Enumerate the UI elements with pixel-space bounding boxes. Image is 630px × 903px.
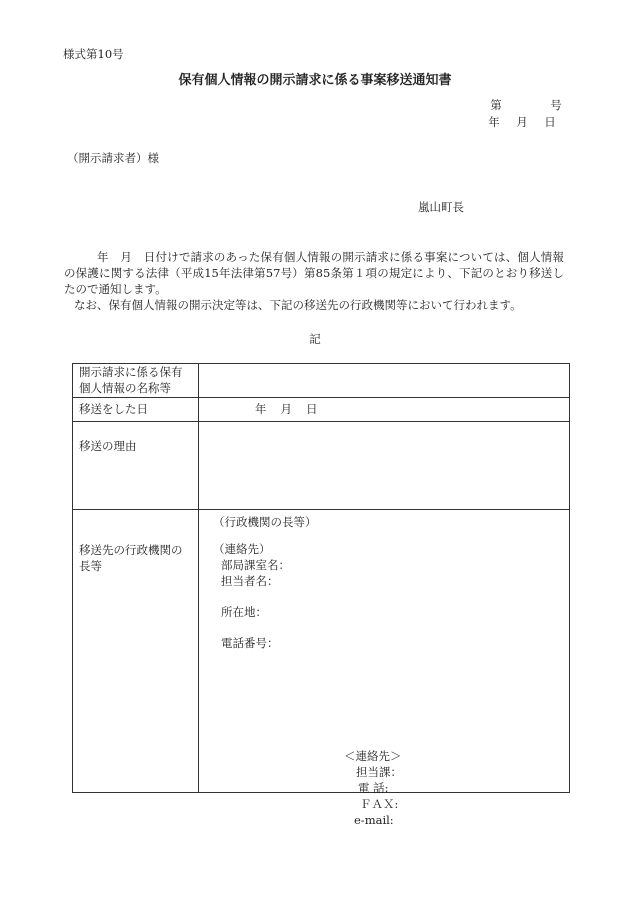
info-name-label: 開示請求に係る保有個人情報の名称等 — [73, 364, 199, 398]
destination-head: （行政機関の長等） — [213, 515, 317, 529]
document-date-year: 年 — [488, 115, 500, 129]
table-row — [73, 398, 570, 422]
contact-email: e-mail: — [354, 813, 394, 827]
destination-person-field: 担当者名： — [221, 574, 279, 588]
document-title: 保有個人情報の開示請求に係る事案移送通知書 — [178, 73, 452, 88]
contact-phone: 電 話: — [358, 781, 389, 795]
form-number: 様式第10号 — [63, 47, 124, 61]
recipient: （開示請求者）様 — [67, 151, 159, 165]
document-date — [486, 117, 558, 129]
destination-dept-field: 部局課室名： — [221, 558, 290, 572]
contact-title: ＜連絡先＞ — [344, 749, 402, 763]
notice-body — [64, 249, 564, 313]
transfer-date-month: 月 — [280, 402, 292, 416]
info-name-value — [199, 364, 570, 398]
transfer-date-value — [199, 398, 570, 422]
notice-paragraph-1: 年 月 日付けで請求のあった保有個人情報の開示請求に係る事案については、個人情報の保護に関する法律（平成15年法律第57号）第85条第１項の規定により、下記のとおり移送したので通知します。 — [64, 250, 564, 296]
document-number-suffix: 号 — [550, 98, 562, 112]
transfer-details-table — [72, 363, 570, 793]
table-row — [73, 422, 570, 510]
document-date-month: 月 — [516, 115, 528, 129]
destination-phone-field: 電話番号： — [221, 636, 279, 650]
destination-contact-heading: （連絡先） — [213, 542, 271, 556]
transfer-reason-value — [199, 422, 570, 510]
contact-fax: ＦＡＸ: — [360, 797, 399, 811]
document-number — [488, 100, 564, 112]
notice-paragraph-2: なお、保有個人情報の開示決定等は、下記の移送先の行政機関等において行われます。 — [74, 298, 522, 312]
transfer-date-label: 移送をした日 — [73, 398, 199, 422]
table-row — [73, 510, 570, 793]
destination-label: 移送先の行政機関の長等 — [73, 510, 199, 793]
contact-section: 担当課： — [356, 765, 402, 779]
sender: 嵐山町長 — [418, 200, 464, 214]
transfer-date-day: 日 — [306, 402, 318, 416]
document-number-prefix: 第 — [490, 98, 502, 112]
transfer-reason-label: 移送の理由 — [73, 422, 199, 510]
transfer-date-year: 年 — [255, 402, 267, 416]
destination-address-field: 所在地： — [221, 605, 267, 619]
contact-block — [344, 748, 402, 828]
ki-heading: 記 — [309, 332, 321, 346]
document-date-day: 日 — [544, 115, 556, 129]
table-row — [73, 364, 570, 398]
